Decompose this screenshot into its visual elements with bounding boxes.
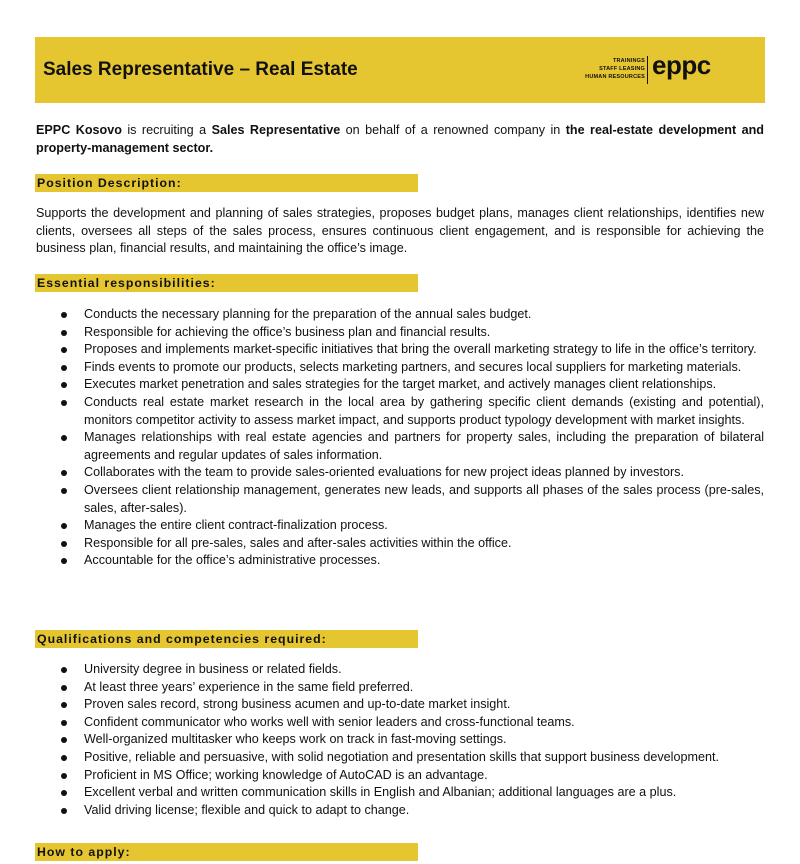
- eppc-logo: [577, 50, 727, 86]
- qualification-item: Well-organized multitasker who keeps work on track in fast-moving settings.: [36, 731, 764, 749]
- intro-text-2: on behalf of a renowned company in: [340, 123, 566, 137]
- section-heading-apply: How to apply:: [35, 843, 418, 861]
- section-heading-responsibilities: Essential responsibilities:: [35, 274, 418, 292]
- intro-company: EPPC Kosovo: [36, 123, 122, 137]
- responsibility-item: Conducts real estate market research in the local area by gathering specific client demands (existing and potential), monitors competitor activity to assess market impact, and supports product typology development with market insights.: [36, 394, 764, 429]
- responsibility-item: Oversees client relationship management, generates new leads, and supports all phases of the sales process (pre-sales, sales, after-sales).: [36, 482, 764, 517]
- logo-tag-staff-leasing: STAFF LEASING: [599, 66, 645, 72]
- responsibilities-list: [36, 306, 764, 570]
- qualification-item: Valid driving license; flexible and quick to adapt to change.: [36, 802, 764, 820]
- responsibility-item: Manages relationships with real estate agencies and partners for property sales, including the preparation of bilateral agreements and regular updates of sales information.: [36, 429, 764, 464]
- responsibility-item: Responsible for all pre-sales, sales and after-sales activities within the office.: [36, 535, 764, 553]
- responsibility-item: Proposes and implements market-specific initiatives that bring the overall marketing strategy to life in the office’s territory.: [36, 341, 764, 359]
- qualification-item: University degree in business or related fields.: [36, 661, 764, 679]
- page-title: Sales Representative – Real Estate: [43, 59, 358, 80]
- responsibility-item: Collaborates with the team to provide sales-oriented evaluations for new project ideas planned by investors.: [36, 464, 764, 482]
- intro-role: Sales Representative: [211, 123, 341, 137]
- section-heading-qualifications: Qualifications and competencies required:: [35, 630, 418, 648]
- intro-paragraph: [36, 122, 764, 157]
- logo-wordmark: eppc: [652, 50, 711, 80]
- intro-text-1: is recruiting a: [121, 123, 212, 137]
- responsibility-item: Manages the entire client contract-finalization process.: [36, 517, 764, 535]
- qualification-item: Proven sales record, strong business acumen and up-to-date market insight.: [36, 696, 764, 714]
- title-banner: [35, 37, 765, 103]
- qualifications-list: [36, 661, 764, 819]
- logo-tagline: [585, 57, 645, 81]
- logo-tag-human-resources: HUMAN RESOURCES: [585, 74, 645, 80]
- qualification-item: Positive, reliable and persuasive, with solid negotiation and presentation skills that support business development.: [36, 749, 764, 767]
- qualification-item: Confident communicator who works well with senior leaders and cross-functional teams.: [36, 714, 764, 732]
- qualification-item: Excellent verbal and written communication skills in English and Albanian; additional languages are a plus.: [36, 784, 764, 802]
- responsibility-item: Conducts the necessary planning for the preparation of the annual sales budget.: [36, 306, 764, 324]
- qualification-item: At least three years’ experience in the same field preferred.: [36, 679, 764, 697]
- responsibility-item: Executes market penetration and sales strategies for the target market, and actively manages client relationships.: [36, 376, 764, 394]
- responsibility-item: Accountable for the office’s administrative processes.: [36, 552, 764, 570]
- responsibility-item: Finds events to promote our products, selects marketing partners, and secures local suppliers for marketing materials.: [36, 359, 764, 377]
- qualification-item: Proficient in MS Office; working knowledge of AutoCAD is an advantage.: [36, 767, 764, 785]
- position-description: Supports the development and planning of sales strategies, proposes budget plans, manages client relationships, identifies new clients, oversees all steps of the sales process, ensures continuous client engagement, and is responsible for achieving the business plan, financial results, and maintaining the office’s image.: [36, 206, 764, 256]
- logo-divider: [647, 56, 648, 84]
- responsibility-item: Responsible for achieving the office’s business plan and financial results.: [36, 324, 764, 342]
- logo-tag-trainings: TRAININGS: [612, 58, 645, 64]
- intro-sector: the real-estate development and property-management sector.: [36, 123, 764, 155]
- section-heading-position: Position Description:: [35, 174, 418, 192]
